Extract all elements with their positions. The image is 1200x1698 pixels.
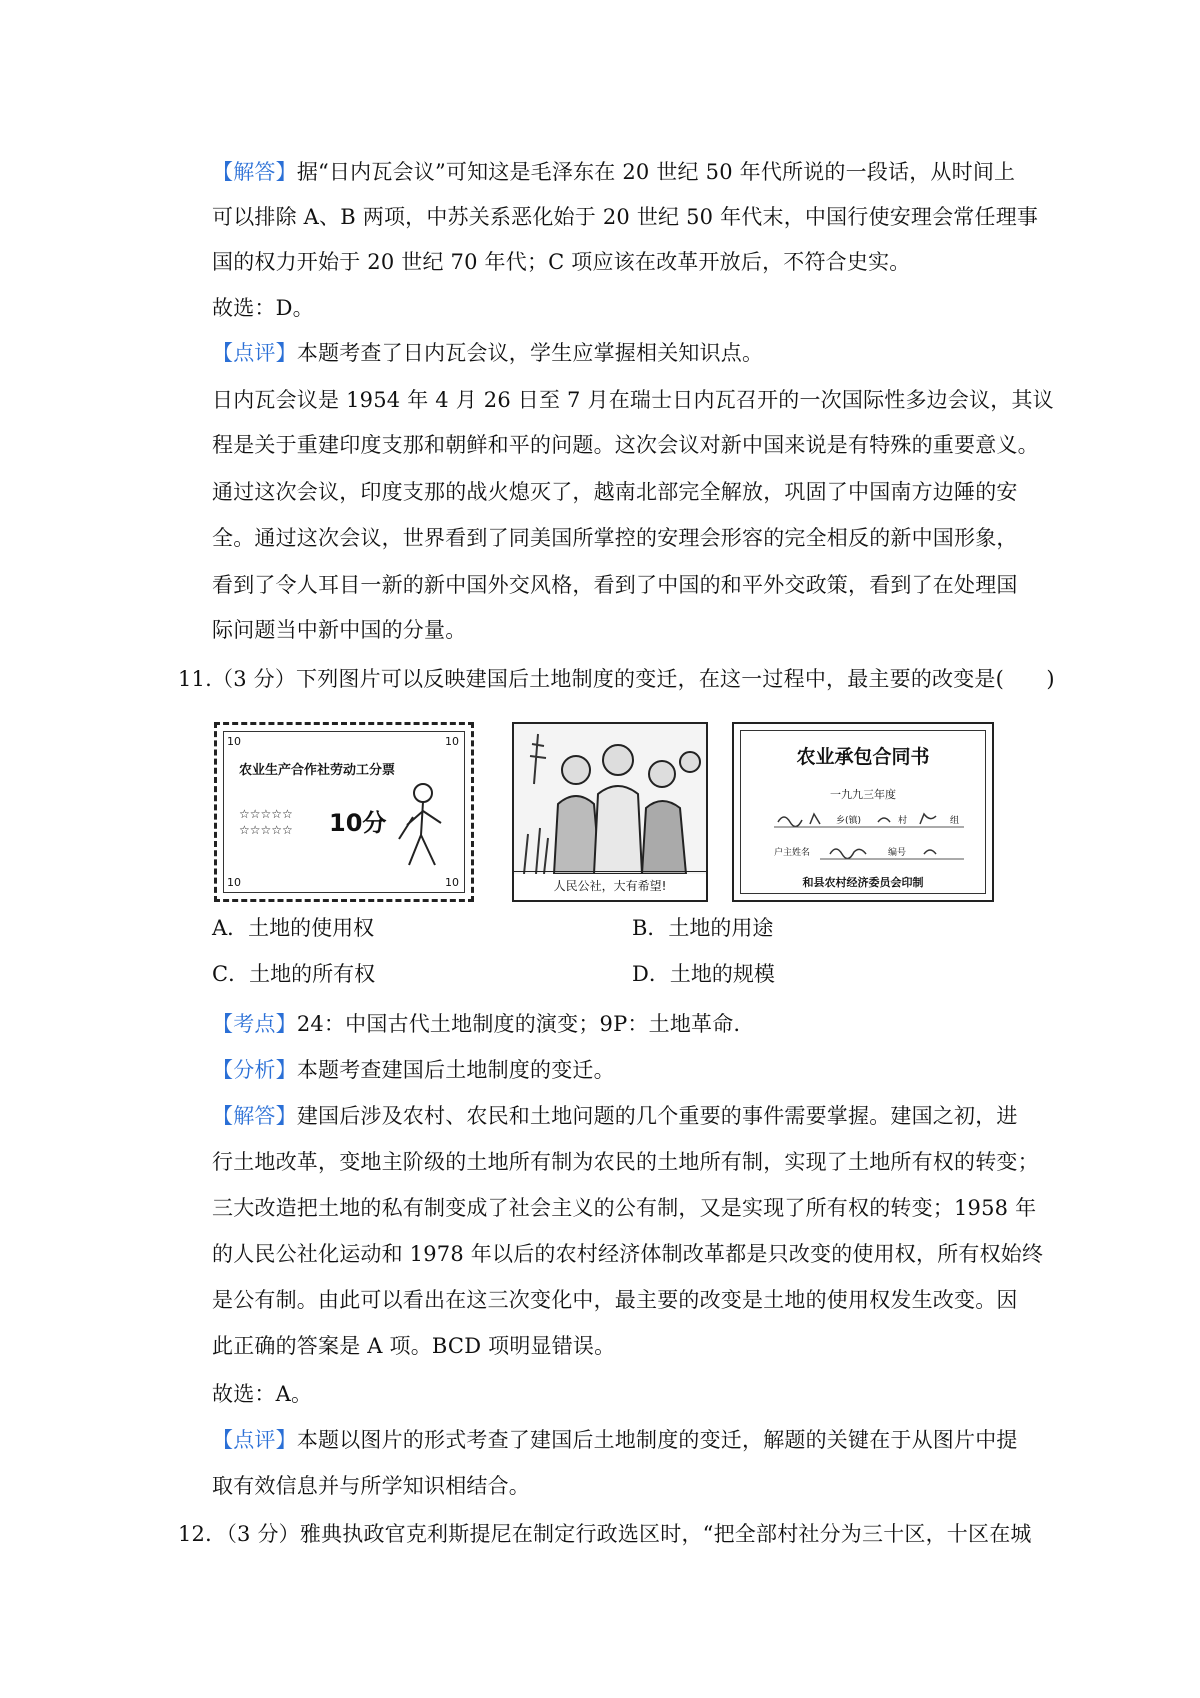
contract-book-image	[732, 722, 994, 902]
option-b: B．土地的用途	[632, 916, 774, 940]
ticket-stars-2: ☆☆☆☆☆	[239, 823, 293, 837]
q11-guxuan: 故选：A。	[212, 1382, 313, 1406]
prev-extra-2: 程是关于重建印度支那和朝鲜和平的问题。这次会议对新中国来说是有特殊的重要意义。	[212, 433, 1039, 457]
q11-jieda-line-2: 行土地改革，变地主阶级的土地所有制为农民的土地所有制，实现了土地所有权的转变；	[212, 1150, 1039, 1174]
q11-kaodian: 【考点】24：中国古代土地制度的演变；9P：土地革命.	[212, 1012, 741, 1036]
ticket-value: 10分	[329, 809, 387, 837]
handwriting-icon	[774, 842, 964, 860]
prev-extra-6: 际问题当中新中国的分量。	[212, 618, 467, 642]
ticket-corner-bl: 10	[227, 876, 241, 889]
q11-jieda-line-5: 是公有制。由此可以看出在这三次变化中，最主要的改变是土地的使用权发生改变。因	[212, 1288, 1018, 1312]
contract-footer: 和县农村经济委员会印制	[802, 876, 924, 889]
prev-jieda-line-2: 可以排除 A、B 两项，中苏关系恶化始于 20 世纪 50 年代末，中国行使安理会常任理事	[212, 205, 1039, 229]
q11-dianping-line-1: 【点评】本题以图片的形式考查了建国后土地制度的变迁，解题的关键在于从图片中提	[212, 1428, 1018, 1452]
prev-extra-4: 全。通过这次会议，世界看到了同美国所掌控的安理会形容的完全相反的新中国形象，	[212, 526, 1018, 550]
q11-jieda-line-1: 【解答】建国后涉及农村、农民和土地问题的几个重要的事件需要掌握。建国之初，进	[212, 1104, 1018, 1128]
poster-illustration-icon	[514, 724, 706, 874]
poster-caption: 人民公社，大有希望!	[553, 879, 667, 893]
ticket-title: 农业生产合作社劳动工分票	[239, 763, 396, 778]
prev-dianping: 【点评】本题考查了日内瓦会议，学生应掌握相关知识点。	[212, 341, 764, 365]
jieda-tag: 【解答】	[212, 1104, 297, 1128]
contract-line-1: 乡(镇) 村 组	[774, 810, 964, 828]
ticket-corner-tr: 10	[445, 735, 459, 748]
prev-extra-3: 通过这次会议，印度支那的战火熄灭了，越南北部完全解放，巩固了中国南方边陲的安	[212, 480, 1018, 504]
q11-dianping-line-2: 取有效信息并与所学知识相结合。	[212, 1474, 530, 1498]
ticket-corner-tl: 10	[227, 735, 241, 748]
kaodian-tag: 【考点】	[212, 1012, 297, 1036]
option-c: C．土地的所有权	[212, 962, 376, 986]
farmer-illustration-icon	[393, 779, 453, 871]
fenxi-tag: 【分析】	[212, 1058, 297, 1082]
contract-line-2: 户主姓名 编号	[774, 842, 964, 860]
jieda-tag: 【解答】	[212, 160, 297, 184]
q12-stem: 12．（3 分）雅典执政官克利斯提尼在制定行政选区时，“把全部村社分为三十区，十区在城	[178, 1522, 1032, 1546]
ticket-stars-1: ☆☆☆☆☆	[239, 807, 293, 821]
work-point-ticket-image	[214, 722, 474, 902]
prev-jieda-line-3: 国的权力开始于 20 世纪 70 年代；C 项应该在改革开放后，不符合史实。	[212, 250, 911, 274]
contract-year: 一九九三年度	[830, 788, 896, 801]
q11-stem: 11.（3 分）下列图片可以反映建国后土地制度的变迁，在这一过程中，最主要的改变是( )	[178, 667, 1055, 691]
option-d: D．土地的规模	[632, 962, 775, 986]
q11-jieda-line-3: 三大改造把土地的私有制变成了社会主义的公有制，又是实现了所有权的转变；1958 年	[212, 1196, 1037, 1220]
prev-extra-1: 日内瓦会议是 1954 年 4 月 26 日至 7 月在瑞士日内瓦召开的一次国际性多边会议，其议	[212, 388, 1054, 412]
contract-title: 农业承包合同书	[796, 746, 930, 768]
q11-jieda-line-6: 此正确的答案是 A 项。BCD 项明显错误。	[212, 1334, 616, 1358]
peoples-commune-poster-image	[512, 722, 708, 902]
prev-extra-5: 看到了令人耳目一新的新中国外交风格，看到了中国的和平外交政策，看到了在处理国	[212, 573, 1018, 597]
poster-caption-bar	[514, 871, 706, 900]
dianping-tag: 【点评】	[212, 1428, 297, 1452]
dianping-tag: 【点评】	[212, 341, 297, 365]
option-a: A．土地的使用权	[212, 916, 375, 940]
ticket-corner-br: 10	[445, 876, 459, 889]
q11-jieda-line-4: 的人民公社化运动和 1978 年以后的农村经济体制改革都是只改变的使用权，所有权始终	[212, 1242, 1044, 1266]
prev-jieda-line-1: 【解答】据“日内瓦会议”可知这是毛泽东在 20 世纪 50 年代所说的一段话，从时间上	[212, 160, 1016, 184]
prev-guxuan: 故选：D。	[212, 296, 314, 320]
q11-fenxi: 【分析】本题考查建国后土地制度的变迁。	[212, 1058, 615, 1082]
handwriting-icon	[774, 810, 964, 828]
